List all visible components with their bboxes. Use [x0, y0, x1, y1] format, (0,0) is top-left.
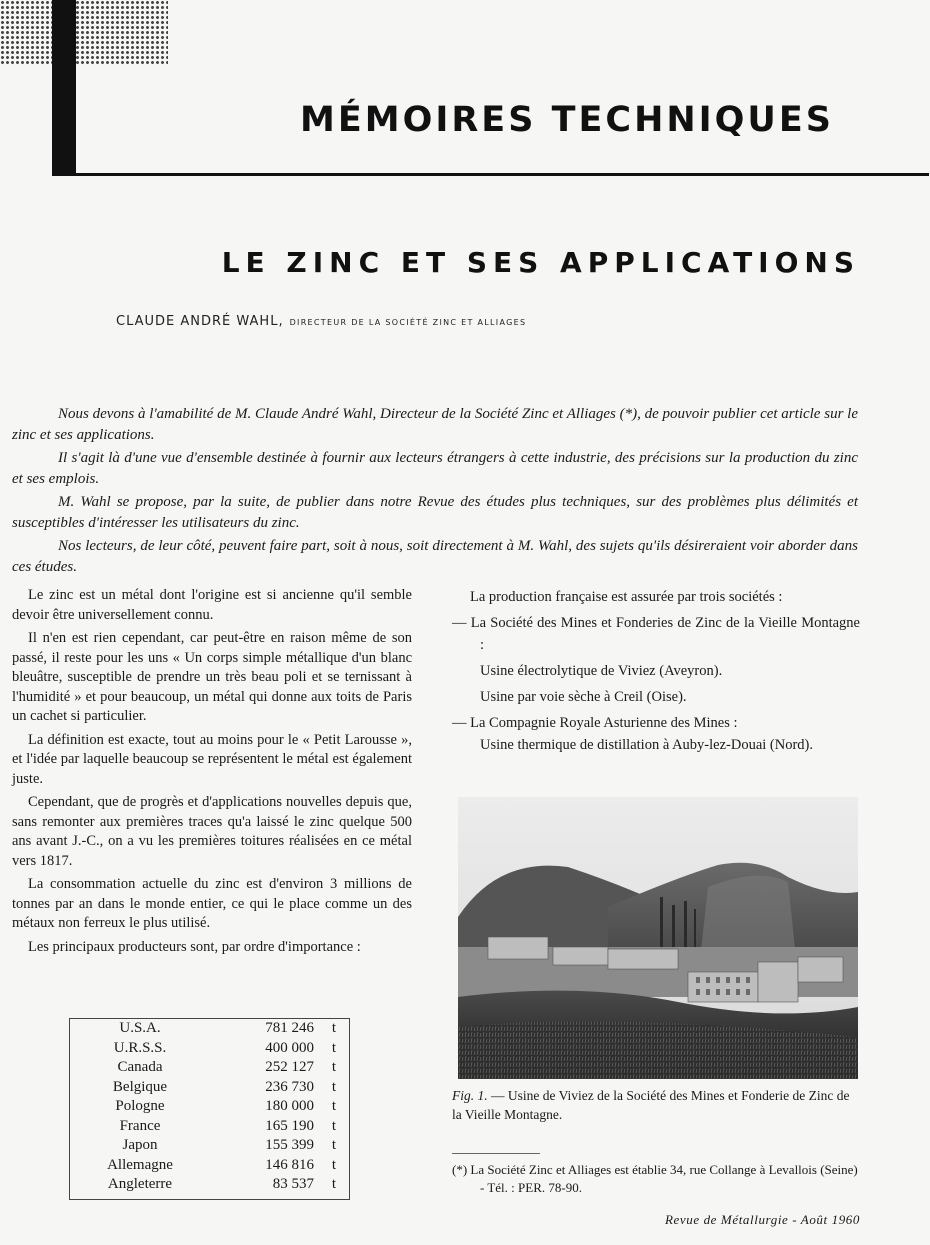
body-paragraph: La consommation actuelle du zinc est d'environ 3 millions de tonnes par an dans le monde entier, ce qui le place comme un des métaux non ferreux le plus utilisé.	[12, 876, 412, 931]
producer-country: Pologne	[115, 1098, 165, 1114]
producer-value: 146 816	[265, 1156, 314, 1173]
body-paragraph: La production française est assurée par trois sociétés :	[470, 589, 783, 605]
right-column	[452, 586, 860, 760]
producer-unit: t	[331, 1176, 336, 1192]
list-item: — La Société des Mines et Fonderies de Zinc de la Vieille Montagne :	[452, 615, 860, 653]
intro-paragraph: Nous devons à l'amabilité de M. Claude André Wahl, Directeur de la Société Zinc et Alliages (*), de pouvoir publier cet article sur le zinc et ses applications.	[12, 406, 858, 443]
producer-value: 236 730	[265, 1078, 314, 1095]
table-row	[70, 1175, 349, 1195]
body-paragraph: Cependant, que de progrès et d'applications nouvelles depuis que, sans remonter aux premières traces qu'a laissé le zinc quelque 500 ans avant J.-C., on a vu les premières toitures réalisées en ce métal vers 1817.	[12, 794, 412, 869]
body-paragraph: Il n'en est rien cependant, car peut-être en raison même de son passé, il reste pour les uns « Un corps simple métallique d'un blanc bleuâtre, susceptible de prendre un très beau poli et se ternissant à l'humidité » et pour beaucoup, un métal qui donne aux toits de Paris un cachet si particulier.	[12, 630, 412, 724]
table-row	[70, 1097, 349, 1117]
producer-value: 155 399	[265, 1137, 314, 1153]
producer-unit: t	[331, 1098, 336, 1114]
body-paragraph: La définition est exacte, tout au moins pour le « Petit Larousse », et l'idée par laquelle beaucoup se représentent le métal est également juste.	[12, 731, 412, 787]
producer-unit: t	[331, 1078, 336, 1095]
producers-table	[69, 1018, 350, 1200]
producer-value: 180 000	[265, 1098, 314, 1114]
body-paragraph: Les principaux producteurs sont, par ordre d'importance :	[28, 938, 361, 955]
intro-paragraph: Nos lecteurs, de leur côté, peuvent faire part, soit à nous, soit directement à M. Wahl, des sujets qu'ils désireraient voir aborder dans ces études.	[12, 538, 858, 575]
producer-country: Canada	[117, 1059, 163, 1075]
body-paragraph: Le zinc est un métal dont l'origine est si ancienne qu'il semble devoir être universellement connu.	[12, 587, 412, 623]
producer-unit: t	[331, 1156, 336, 1173]
producer-unit: t	[331, 1039, 336, 1056]
table-row	[70, 1156, 349, 1176]
producer-unit: t	[331, 1020, 336, 1036]
producer-value: 252 127	[265, 1059, 314, 1075]
running-footer: Revue de Métallurgie - Août 1960	[664, 1212, 860, 1227]
table-row	[70, 1058, 349, 1078]
producer-country: U.R.S.S.	[113, 1039, 167, 1056]
table-row	[70, 1078, 349, 1098]
section-title: MÉMOIRES TECHNIQUES	[300, 100, 834, 140]
author-role: DIRECTEUR DE LA SOCIÉTÉ ZINC ET ALLIAGES	[289, 318, 527, 327]
list-item: — La Compagnie Royale Asturienne des Mines :	[452, 715, 738, 731]
producer-country: U.S.A.	[119, 1020, 161, 1036]
author-name: CLAUDE ANDRÉ WAHL,	[116, 314, 284, 329]
producer-unit: t	[331, 1117, 336, 1134]
halftone-dot-pattern	[0, 0, 168, 66]
list-subitem: Usine thermique de distillation à Auby-lez-Douai (Nord).	[480, 737, 814, 753]
table-row	[70, 1136, 349, 1156]
left-column	[12, 586, 412, 961]
header-rule	[52, 173, 929, 176]
figure-label: Fig. 1.	[452, 1088, 488, 1103]
list-subitem: Usine par voie sèche à Creil (Oise).	[480, 689, 687, 705]
factory-photo	[458, 797, 858, 1079]
intro-paragraph: Il s'agit là d'une vue d'ensemble destinée à fournir aux lecteurs étrangers à cette industrie, des précisions sur la production du zinc et ses emplois.	[12, 450, 858, 487]
producer-value: 400 000	[265, 1039, 314, 1056]
producer-country: Japon	[122, 1137, 158, 1153]
table-row	[70, 1019, 349, 1039]
producer-value: 83 537	[272, 1176, 314, 1192]
table-row	[70, 1039, 349, 1059]
producer-country: France	[119, 1117, 161, 1134]
intro-paragraph: M. Wahl se propose, par la suite, de publier dans notre Revue des études plus techniques, sur des problèmes plus délimités et susceptibles d'intéresser les utilisateurs du zinc.	[12, 494, 858, 531]
table-row	[70, 1117, 349, 1137]
article-title: LE ZINC ET SES APPLICATIONS	[221, 246, 860, 279]
producer-value: 165 190	[265, 1117, 314, 1134]
footnote-rule	[452, 1153, 540, 1154]
producer-unit: t	[331, 1059, 336, 1075]
footnote: (*) La Société Zinc et Alliages est établie 34, rue Collange à Levallois (Seine) - Tél. : PER. 78-90.	[452, 1162, 858, 1195]
header-vertical-bar	[52, 0, 76, 176]
figure-caption-text: — Usine de Viviez de la Société des Mines et Fonderie de Zinc de la Vieille Montagne.	[452, 1088, 850, 1122]
producer-country: Angleterre	[107, 1176, 173, 1192]
byline	[116, 310, 526, 329]
list-subitem: Usine électrolytique de Viviez (Aveyron).	[480, 663, 723, 679]
figure-caption	[452, 1086, 860, 1124]
producer-value: 781 246	[265, 1020, 314, 1036]
producer-unit: t	[331, 1137, 336, 1153]
producer-country: Allemagne	[107, 1156, 173, 1173]
editorial-intro	[12, 404, 858, 580]
producer-country: Belgique	[112, 1078, 168, 1095]
